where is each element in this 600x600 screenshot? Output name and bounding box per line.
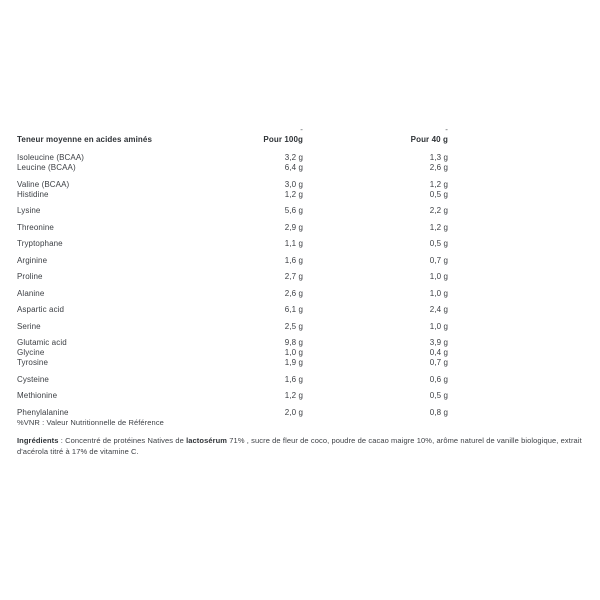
table-dash-row <box>17 127 448 133</box>
amino-acid-name: Serine <box>17 321 41 331</box>
amino-acid-name: Histidine <box>17 189 49 199</box>
table-row <box>17 305 448 315</box>
ingredients-label: Ingrédients <box>17 436 59 445</box>
ingredients-paragraph <box>17 435 584 457</box>
amino-acid-name: Tyrosine <box>17 358 49 367</box>
amino-acid-name: Arginine <box>17 255 48 265</box>
value-per-100g: 3,2 g <box>284 153 303 162</box>
amino-acid-name: Isoleucine (BCAA) <box>17 153 85 162</box>
table-row <box>17 322 448 332</box>
value-per-100g: 3,0 g <box>284 179 303 189</box>
value-per-40g: 1,2 g <box>429 179 448 189</box>
value-per-40g: 1,0 g <box>429 321 448 331</box>
col-header-per-40g: Pour 40 g <box>410 135 448 144</box>
amino-acid-name: Tryptophane <box>17 239 63 248</box>
table-row <box>17 375 448 385</box>
value-per-100g: 6,1 g <box>284 305 303 314</box>
vnr-footnote: %VNR : Valeur Nutritionnelle de Référence <box>17 417 164 427</box>
amino-acid-name: Lysine <box>17 206 41 215</box>
amino-acid-name: Phenylalanine <box>17 407 69 417</box>
table-row <box>17 153 448 163</box>
value-per-40g: 1,0 g <box>429 288 448 298</box>
dash-per-100g: - <box>300 125 303 134</box>
table-row <box>17 223 448 233</box>
amino-acid-name: Glycine <box>17 348 45 357</box>
amino-acid-name: Glutamic acid <box>17 338 67 347</box>
value-per-40g: 1,2 g <box>429 222 448 232</box>
amino-acid-name: Cysteine <box>17 374 49 384</box>
value-per-40g: 2,6 g <box>429 163 448 172</box>
ingredients-bold-lactoserum: lactosérum <box>186 436 228 445</box>
amino-acid-table <box>17 127 448 417</box>
value-per-100g: 2,0 g <box>284 407 303 417</box>
value-per-100g: 2,6 g <box>284 288 303 298</box>
table-header-row <box>17 135 448 145</box>
ingredients-text-1: Concentré de protéines Natives de <box>65 436 187 445</box>
amino-acid-name: Leucine (BCAA) <box>17 163 76 172</box>
table-title: Teneur moyenne en acides aminés <box>17 135 153 144</box>
value-per-100g: 1,0 g <box>284 348 303 357</box>
value-per-40g: 0,6 g <box>429 374 448 384</box>
value-per-100g: 1,6 g <box>284 374 303 384</box>
value-per-40g: 1,3 g <box>429 153 448 162</box>
value-per-100g: 2,5 g <box>284 321 303 331</box>
amino-acid-name: Aspartic acid <box>17 305 65 314</box>
value-per-40g: 2,4 g <box>429 305 448 314</box>
value-per-100g: 2,7 g <box>284 272 303 281</box>
table-row <box>17 239 448 249</box>
value-per-100g: 1,2 g <box>284 391 303 400</box>
value-per-100g: 1,2 g <box>284 189 303 199</box>
value-per-40g: 0,5 g <box>429 189 448 199</box>
ingredients-text-2: 71% , sucre de fleur de coco, poudre de cacao maigre 10%, arôme naturel de vanille biologique, extrait <box>227 436 582 445</box>
table-row <box>17 163 448 173</box>
table-row <box>17 289 448 299</box>
table-body <box>17 153 448 417</box>
table-row <box>17 180 448 190</box>
table-row <box>17 338 448 348</box>
table-row <box>17 348 448 358</box>
value-per-40g: 0,5 g <box>429 239 448 248</box>
table-row <box>17 256 448 266</box>
value-per-40g: 0,7 g <box>429 255 448 265</box>
value-per-40g: 0,5 g <box>429 391 448 400</box>
value-per-100g: 9,8 g <box>284 338 303 347</box>
nutrition-panel <box>17 127 584 457</box>
value-per-100g: 2,9 g <box>284 222 303 232</box>
table-row <box>17 272 448 282</box>
table-row <box>17 190 448 200</box>
value-per-40g: 0,7 g <box>429 358 448 367</box>
value-per-40g: 3,9 g <box>429 338 448 347</box>
dash-per-40g: - <box>445 125 448 134</box>
table-row <box>17 206 448 216</box>
amino-acid-name: Threonine <box>17 222 54 232</box>
value-per-40g: 2,2 g <box>429 206 448 215</box>
value-per-40g: 0,4 g <box>429 348 448 357</box>
amino-acid-name: Proline <box>17 272 43 281</box>
table-row <box>17 391 448 401</box>
ingredients-text-3: d'acérola titré à 17% de vitamine C. <box>17 447 139 456</box>
value-per-100g: 5,6 g <box>284 206 303 215</box>
ingredients-separator: : <box>58 436 66 445</box>
value-per-100g: 1,6 g <box>284 255 303 265</box>
value-per-40g: 1,0 g <box>429 272 448 281</box>
value-per-100g: 1,1 g <box>284 239 303 248</box>
amino-acid-name: Alanine <box>17 288 45 298</box>
col-header-per-100g: Pour 100g <box>263 135 303 144</box>
table-row <box>17 408 448 418</box>
amino-acid-name: Methionine <box>17 391 58 400</box>
value-per-100g: 6,4 g <box>284 163 303 172</box>
value-per-40g: 0,8 g <box>429 407 448 417</box>
value-per-100g: 1,9 g <box>284 358 303 367</box>
table-row <box>17 358 448 368</box>
amino-acid-name: Valine (BCAA) <box>17 179 70 189</box>
